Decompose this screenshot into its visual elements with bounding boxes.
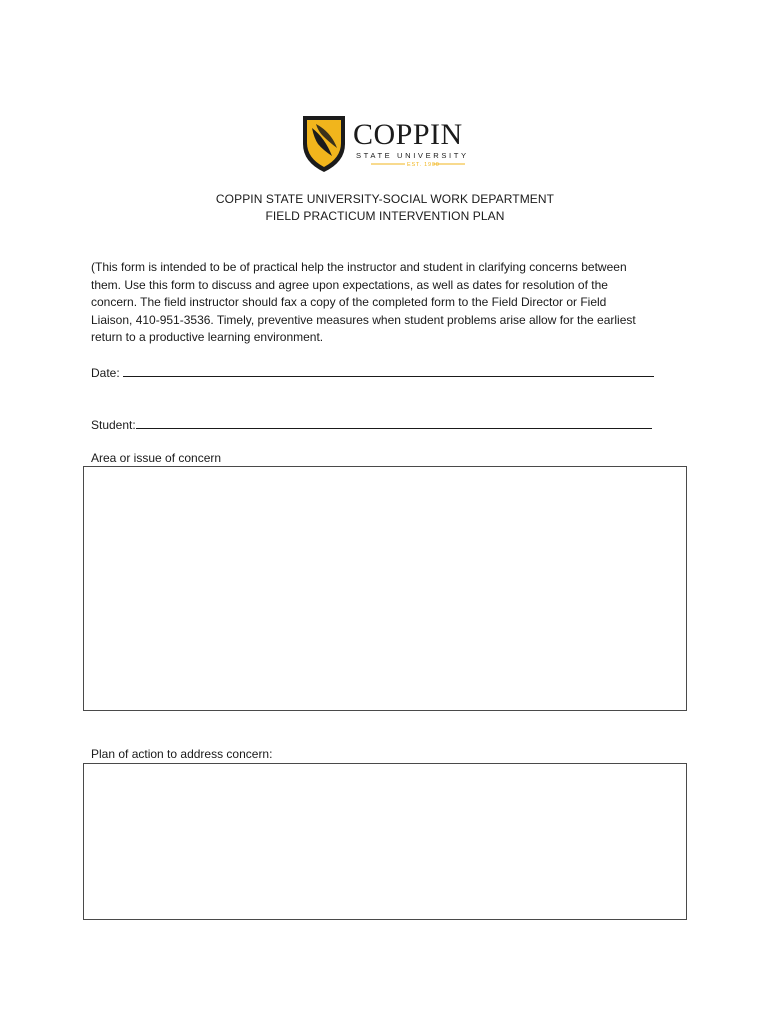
student-label: Student: [91,418,136,432]
concern-label: Area or issue of concern [91,451,222,465]
intro-line: return to a productive learning environment. [91,330,324,344]
coppin-logo [283,98,483,182]
logo-subtitle: STATE UNIVERSITY [356,151,469,160]
date-label: Date: [91,366,124,380]
student-field [91,416,652,434]
logo-established: EST. 1900 [407,162,440,168]
intro-paragraph [91,259,691,347]
date-field [91,364,654,382]
student-blank-line[interactable] [136,416,652,429]
date-blank-line[interactable] [123,364,654,377]
form-title-line1: COPPIN STATE UNIVERSITY-SOCIAL WORK DEPARTMENT [215,192,555,206]
plan-label: Plan of action to address concern: [91,747,273,761]
intro-line: (This form is intended to be of practical help the instructor and student in clarifying concerns between [91,260,627,274]
form-title-line2: FIELD PRACTICUM INTERVENTION PLAN [265,209,505,223]
intro-line: concern. The field instructor should fax a copy of the completed form to the Field Director or Field [91,295,607,309]
concern-textbox[interactable] [83,466,687,711]
intro-line: them. Use this form to discuss and agree upon expectations, as well as dates for resolution of the [91,277,608,292]
logo-wordmark: COPPIN [353,118,463,151]
intro-line: Liaison, 410-951-3536. Timely, preventive measures when student problems arise allow for the earliest [91,312,636,327]
plan-textbox[interactable] [83,763,687,920]
